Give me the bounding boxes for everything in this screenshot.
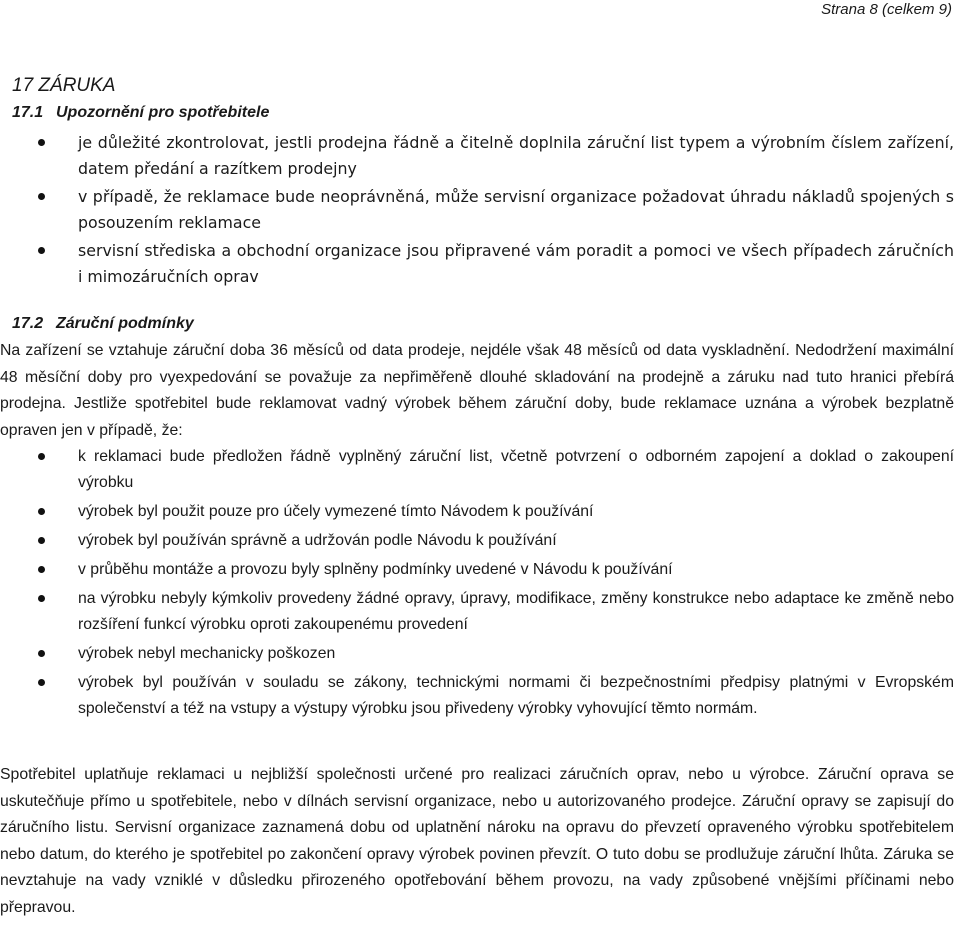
section-1-title: Upozornění pro spotřebitele [56,104,270,121]
list-item: výrobek byl používán v souladu se zákony, technickými normami či bezpečnostními předpisy platnými v Evropském společenství a též na vstupy a výstupy výrobku jsou přivedeny výrobky vyhovující těmto normám. [0,670,954,722]
list-item: servisní střediska a obchodní organizace jsou připravené vám poradit a pomoci ve všech případech záručních i mimozáručních oprav [0,238,954,290]
list-item: je důležité zkontrolovat, jestli prodejna řádně a čitelně doplnila záruční list typem a výrobním číslem zařízení, datem předání a razítkem prodejny [0,130,954,182]
list-item: na výrobku nebyly kýmkoliv provedeny žádné opravy, úpravy, modifikace, změny konstrukce nebo adaptace ke změně nebo rozšíření funkcí výrobku oproti zakoupenému provedení [0,586,954,638]
section-1-heading [12,101,269,125]
section-1-bullet-list [0,130,954,290]
section-2-intro-paragraph: Na zařízení se vztahuje záruční doba 36 měsíců od data prodeje, nejdéle však 48 měsíců od data vyskladnění. Nedodržení maximální 48 měsíční doby pro vyexpedování se považuje za nepřiměřeně dlouhé skladování na prodejně a záruku nad tuto hranici přebírá prodejna. Jestliže spotřebitel bude reklamovat vadný výrobek během záruční doby, bude reklamace uznána a výrobek bezplatně opraven jen v případě, že: [0,342,954,439]
chapter-title: 17 ZÁRUKA [12,75,116,96]
section-2-bullet-list [0,444,954,722]
list-item: v průběhu montáže a provozu byly splněny podmínky uvedené v Návodu k používání [0,557,954,583]
list-item: k reklamaci bude předložen řádně vyplněný záruční list, včetně potvrzení o odborném zapojení a doklad o zakoupení výrobku [0,444,954,496]
section-2-closing-paragraph: Spotřebitel uplatňuje reklamaci u nejbližší společnosti určené pro realizaci záručních oprav, nebo u výrobce. Záruční oprava se uskutečňuje přímo u spotřebitele, nebo v dílnách servisní organizace, nebo u autorizovaného prodejce. Záruční opravy se zapisují do záručního listu. Servisní organizace zaznamená dobu od uplatnění nároku na opravu do převzetí opraveného výrobku spotřebitelem nebo datum, do kterého je spotřebitel po zakončení opravy výrobek povinen převzít. O tuto dobu se prodlužuje záruční lhůta. Záruka se nevztahuje na vady vzniklé v důsledku přirozeného opotřebování během provozu, na vady způsobené vnějšími příčinami nebo přepravou. [0,766,954,916]
section-2-number: 17.2 [12,315,44,332]
page-number: Strana 8 (celkem 9) [821,1,952,18]
section-2-title: Záruční podmínky [56,315,194,332]
list-item: výrobek byl používán správně a udržován podle Návodu k používání [0,528,954,554]
section-1-number: 17.1 [12,104,44,121]
list-item: výrobek byl použit pouze pro účely vymezené tímto Návodem k používání [0,499,954,525]
list-item: výrobek nebyl mechanicky poškozen [0,641,954,667]
section-2-heading [12,312,194,336]
list-item: v případě, že reklamace bude neoprávněná, může servisní organizace požadovat úhradu nákladů spojených s posouzením reklamace [0,184,954,236]
